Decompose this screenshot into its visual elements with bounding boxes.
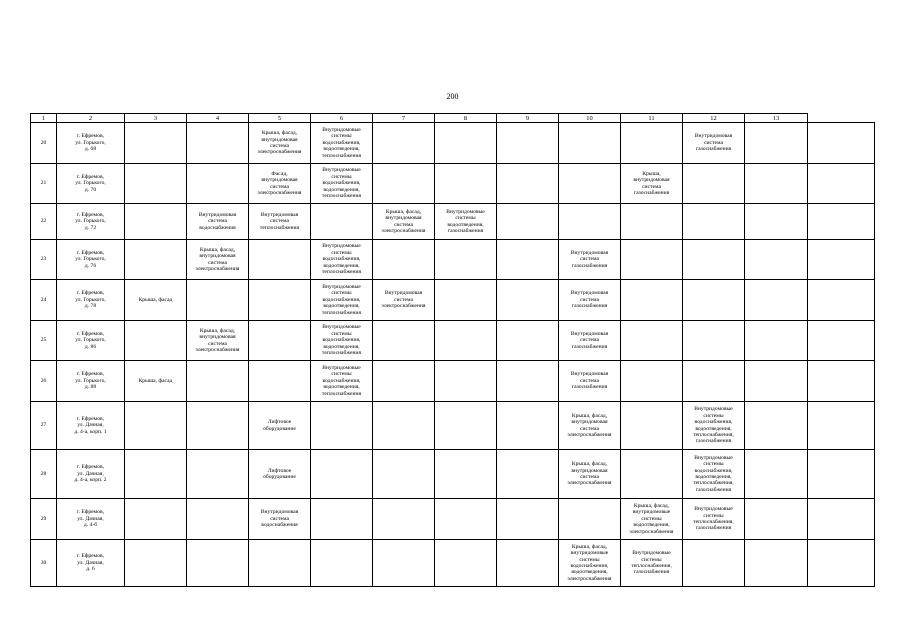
work-cell	[621, 240, 683, 280]
column-header: 12	[683, 114, 745, 123]
work-cell	[497, 204, 559, 240]
work-cell	[373, 361, 435, 402]
work-cell	[621, 402, 683, 450]
work-text: Внутридомовая система теплоснабжения	[259, 211, 300, 231]
work-cell	[683, 321, 745, 361]
work-cell	[435, 280, 497, 321]
work-cell	[808, 280, 875, 321]
repair-schedule-table	[30, 113, 875, 587]
work-cell	[808, 164, 875, 204]
work-cell	[745, 280, 808, 321]
table-row	[31, 204, 875, 240]
column-header: 5	[249, 114, 311, 123]
work-cell	[311, 204, 373, 240]
address-text: г. Ефремов, ул. Горького, д. 72	[75, 211, 106, 231]
work-text: Крыша, фасад	[138, 296, 173, 303]
address-text: г. Ефремов, ул. Дачная, д. 6	[76, 553, 105, 573]
work-text: Внутридомовая система электроснабжения	[381, 290, 426, 310]
work-cell	[249, 450, 311, 499]
work-text: Внутридомовая система газоснабжения	[570, 290, 609, 310]
work-cell	[435, 540, 497, 587]
work-cell	[373, 240, 435, 280]
work-cell	[373, 204, 435, 240]
work-cell	[808, 450, 875, 499]
work-cell	[497, 164, 559, 204]
work-cell	[249, 280, 311, 321]
work-cell	[187, 280, 249, 321]
address-text: г. Ефремов, ул. Горького, д. 78	[75, 290, 106, 310]
work-text: Внутридомовые системы теплоснабжения, газоснабжения	[631, 550, 672, 576]
work-cell	[187, 164, 249, 204]
work-cell	[187, 402, 249, 450]
address-text: г. Ефремов, ул. Горького, д. 68	[75, 133, 106, 153]
work-cell	[311, 361, 373, 402]
work-text: Фасад, внутридомовая система электроснабжения	[257, 170, 302, 196]
work-text: Крыша, внутридомовая система газоснабжения	[633, 170, 670, 196]
work-cell	[125, 540, 187, 587]
column-header: 9	[497, 114, 559, 123]
row-number: 30	[31, 540, 57, 587]
work-cell	[559, 164, 621, 204]
work-cell	[497, 240, 559, 280]
address-cell	[57, 450, 125, 499]
work-text: Крыша, фасад, внутридомовая система электроснабжения	[567, 461, 612, 487]
column-header: 8	[435, 114, 497, 123]
row-number: 29	[31, 499, 57, 540]
work-cell	[373, 499, 435, 540]
address-text: г. Ефремов, ул. Дачная, д. 4-а, корп. 2	[74, 464, 107, 484]
address-cell	[57, 540, 125, 587]
work-cell	[497, 361, 559, 402]
address-text: г. Ефремов, ул. Горького, д. 70	[75, 173, 106, 193]
work-text: Крыша, фасад, внутридомовая система электроснабжения	[381, 208, 426, 234]
table-row	[31, 402, 875, 450]
work-text: Лифтовое оборудование	[263, 419, 296, 432]
address-cell	[57, 164, 125, 204]
column-header: 6	[311, 114, 373, 123]
table-row	[31, 321, 875, 361]
row-number: 23	[31, 240, 57, 280]
work-cell	[745, 204, 808, 240]
work-cell	[125, 499, 187, 540]
work-cell	[683, 123, 745, 164]
work-cell	[187, 450, 249, 499]
work-text: Внутридомовая система газоснабжения	[694, 133, 733, 153]
table-body	[31, 123, 875, 587]
work-cell	[125, 164, 187, 204]
work-cell	[311, 402, 373, 450]
work-cell	[249, 164, 311, 204]
work-cell	[621, 321, 683, 361]
work-text: Внутридомовые системы теплоснабжения, газоснабжения	[693, 506, 734, 532]
work-cell	[249, 321, 311, 361]
work-cell	[435, 402, 497, 450]
work-cell	[745, 321, 808, 361]
address-cell	[57, 204, 125, 240]
table-row	[31, 123, 875, 164]
work-text: Внутридомовые системы водоснабжения, водоотведения, теплоснабжения, газоснабжения	[693, 454, 734, 493]
work-cell	[435, 321, 497, 361]
work-cell	[559, 499, 621, 540]
work-cell	[373, 123, 435, 164]
work-cell	[621, 450, 683, 499]
column-header: 7	[373, 114, 435, 123]
work-cell	[497, 280, 559, 321]
work-cell	[249, 540, 311, 587]
work-cell	[808, 123, 875, 164]
work-cell	[373, 280, 435, 321]
work-cell	[745, 123, 808, 164]
work-text: Внутридомовая система газоснабжения	[570, 249, 609, 269]
work-cell	[621, 280, 683, 321]
work-cell	[559, 123, 621, 164]
work-cell	[435, 164, 497, 204]
work-cell	[808, 361, 875, 402]
work-text: Лифтовое оборудование	[263, 467, 296, 480]
column-header: 2	[57, 114, 125, 123]
work-cell	[373, 450, 435, 499]
work-cell	[559, 204, 621, 240]
work-cell	[559, 402, 621, 450]
address-cell	[57, 499, 125, 540]
work-text: Крыша, фасад, внутридомовая система электроснабжения	[257, 130, 302, 156]
table-row	[31, 361, 875, 402]
work-cell	[497, 540, 559, 587]
work-text: Внутридомовая система газоснабжения	[570, 371, 609, 391]
work-cell	[808, 540, 875, 587]
work-cell	[497, 450, 559, 499]
page-number: 200	[446, 92, 459, 101]
work-cell	[683, 164, 745, 204]
work-cell	[311, 450, 373, 499]
work-text: Внутридомовые системы водоснабжения, водоотведения, теплоснабжения	[321, 283, 362, 316]
work-cell	[125, 280, 187, 321]
table-header	[31, 114, 875, 123]
work-cell	[187, 204, 249, 240]
address-text: г. Ефремов, ул. Горького, д. 76	[75, 249, 106, 269]
work-cell	[808, 321, 875, 361]
work-cell	[683, 402, 745, 450]
work-text: Внутридомовые системы водоснабжения, водоотведения, теплоснабжения	[321, 324, 362, 357]
table-row	[31, 450, 875, 499]
work-cell	[621, 164, 683, 204]
work-cell	[621, 361, 683, 402]
work-cell	[621, 499, 683, 540]
table-row	[31, 540, 875, 587]
work-text: Крыша, фасад, внутридомовые системы водоснабжения, водоотведения, электроснабжения	[567, 543, 612, 582]
work-text: Внутридомовые системы водоснабжения, водоотведения, теплоснабжения, газоснабжения	[693, 406, 734, 445]
work-text: Крыша, фасад	[138, 377, 173, 384]
work-cell	[683, 361, 745, 402]
address-cell	[57, 240, 125, 280]
address-cell	[57, 280, 125, 321]
work-cell	[435, 204, 497, 240]
row-number: 21	[31, 164, 57, 204]
address-cell	[57, 123, 125, 164]
work-text: Внутридомовые системы водоснабжения, водоотведения, теплоснабжения	[321, 243, 362, 276]
work-cell	[125, 321, 187, 361]
work-cell	[621, 540, 683, 587]
work-cell	[808, 204, 875, 240]
work-cell	[621, 204, 683, 240]
column-header: 10	[559, 114, 621, 123]
work-cell	[187, 361, 249, 402]
table-row	[31, 499, 875, 540]
row-number: 24	[31, 280, 57, 321]
address-text: г. Ефремов, ул. Дачная, д. 4-б	[76, 509, 105, 529]
work-text: Внутридомовые системы водоснабжения, водоотведения, теплоснабжения	[321, 364, 362, 397]
work-text: Крыша, фасад, внутридомовые системы водоотведения, электроснабжения	[629, 502, 674, 535]
work-cell	[249, 361, 311, 402]
work-cell	[497, 499, 559, 540]
work-cell	[745, 164, 808, 204]
work-cell	[497, 321, 559, 361]
work-cell	[559, 450, 621, 499]
work-cell	[373, 321, 435, 361]
work-cell	[187, 540, 249, 587]
column-header: 1	[31, 114, 57, 123]
table-row	[31, 164, 875, 204]
work-cell	[497, 123, 559, 164]
work-cell	[125, 402, 187, 450]
row-number: 26	[31, 361, 57, 402]
work-cell	[808, 402, 875, 450]
work-cell	[373, 164, 435, 204]
work-cell	[311, 123, 373, 164]
row-number: 28	[31, 450, 57, 499]
work-cell	[125, 450, 187, 499]
work-cell	[311, 499, 373, 540]
work-cell	[559, 240, 621, 280]
work-cell	[559, 540, 621, 587]
address-text: г. Ефремов, ул. Дачная, д. 4-а, корп. 1	[74, 415, 107, 435]
address-text: г. Ефремов, ул. Горького, д. 86	[75, 330, 106, 350]
work-cell	[249, 402, 311, 450]
work-cell	[683, 450, 745, 499]
work-cell	[745, 402, 808, 450]
row-number: 27	[31, 402, 57, 450]
column-header: 11	[621, 114, 683, 123]
work-cell	[621, 123, 683, 164]
work-cell	[187, 499, 249, 540]
work-cell	[249, 499, 311, 540]
work-cell	[125, 361, 187, 402]
work-cell	[311, 321, 373, 361]
work-cell	[745, 499, 808, 540]
work-cell	[683, 540, 745, 587]
work-cell	[683, 280, 745, 321]
work-cell	[435, 123, 497, 164]
work-cell	[559, 280, 621, 321]
column-header: 13	[745, 114, 808, 123]
row-number: 20	[31, 123, 57, 164]
work-cell	[745, 240, 808, 280]
work-text: Внутридомовая система водоснабжения	[198, 211, 237, 231]
work-cell	[808, 499, 875, 540]
work-cell	[125, 204, 187, 240]
work-cell	[249, 240, 311, 280]
work-cell	[808, 240, 875, 280]
work-cell	[125, 123, 187, 164]
work-cell	[559, 321, 621, 361]
work-cell	[683, 499, 745, 540]
work-cell	[745, 450, 808, 499]
work-text: Внутридомовая система газоснабжения	[570, 330, 609, 350]
table-row	[31, 240, 875, 280]
work-cell	[311, 540, 373, 587]
work-text: Внутридомовые системы водоснабжения, водоотведения, теплоснабжения	[321, 126, 362, 159]
work-cell	[497, 402, 559, 450]
address-text: г. Ефремов, ул. Горького, д. 88	[75, 371, 106, 391]
work-cell	[559, 361, 621, 402]
work-cell	[435, 361, 497, 402]
work-cell	[745, 540, 808, 587]
work-cell	[683, 204, 745, 240]
row-number: 22	[31, 204, 57, 240]
work-cell	[745, 361, 808, 402]
work-text: Внутридомовая система водоснабжения	[260, 509, 299, 529]
work-cell	[249, 204, 311, 240]
work-cell	[187, 123, 249, 164]
work-cell	[125, 240, 187, 280]
row-number: 25	[31, 321, 57, 361]
work-cell	[187, 240, 249, 280]
work-cell	[311, 164, 373, 204]
work-cell	[311, 280, 373, 321]
address-cell	[57, 321, 125, 361]
work-cell	[435, 499, 497, 540]
address-cell	[57, 402, 125, 450]
work-text: Внутридомовые системы водоотведения, газоснабжения	[446, 208, 485, 234]
work-cell	[187, 321, 249, 361]
work-text: Крыша, фасад, внутридомовая система электроснабжения	[195, 246, 240, 272]
work-cell	[373, 540, 435, 587]
work-text: Внутридомовые системы водоснабжения, водоотведения, теплоснабжения	[321, 167, 362, 200]
work-text: Крыша, фасад, внутридомовая система электроснабжения	[195, 327, 240, 353]
header-row	[31, 114, 875, 123]
work-cell	[311, 240, 373, 280]
work-cell	[435, 450, 497, 499]
address-cell	[57, 361, 125, 402]
work-cell	[683, 240, 745, 280]
work-cell	[373, 402, 435, 450]
column-header: 4	[187, 114, 249, 123]
work-text: Крыша, фасад, внутридомовая система электроснабжения	[567, 412, 612, 438]
column-header: 3	[125, 114, 187, 123]
work-cell	[249, 123, 311, 164]
table-row	[31, 280, 875, 321]
work-cell	[435, 240, 497, 280]
